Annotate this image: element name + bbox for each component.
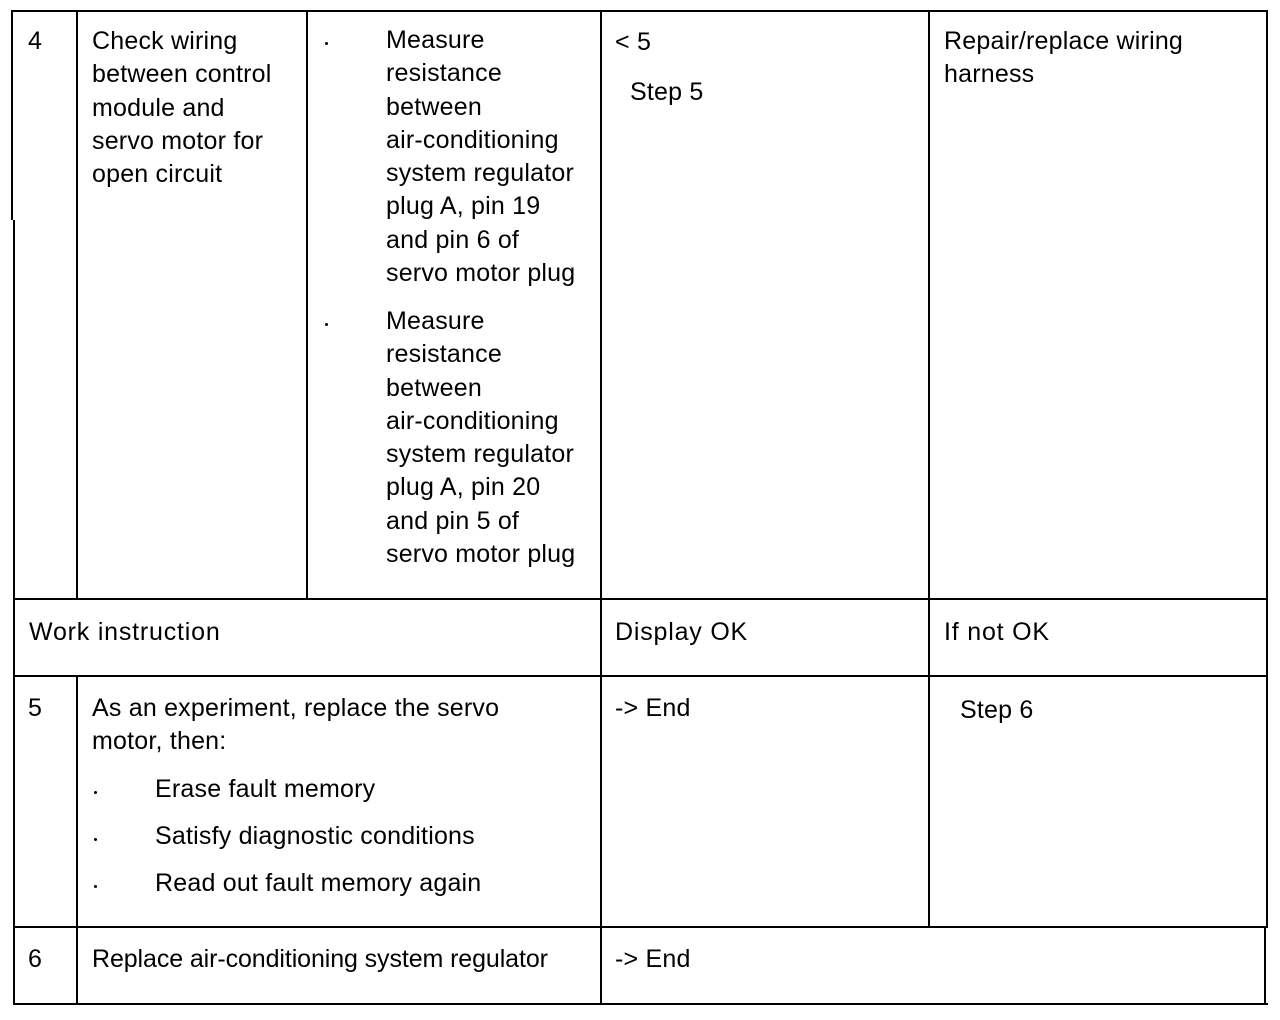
row6-display-ok-value: -> End xyxy=(615,945,691,973)
measure-line: system regulator xyxy=(386,440,574,469)
measure-line: air-conditioning xyxy=(386,125,559,154)
intro-line: motor, then: xyxy=(92,727,227,756)
measure-line: resistance xyxy=(386,340,502,369)
row5-bullet-item: Erase fault memory xyxy=(155,775,376,803)
ok-col-divider xyxy=(928,10,930,928)
measure-line: resistance xyxy=(386,59,502,88)
if-not-line: harness xyxy=(944,60,1035,89)
row5-bottom-border xyxy=(13,926,1268,928)
row6-instruction: Replace air-conditioning system regulator xyxy=(92,945,548,973)
right-border-top xyxy=(1266,10,1268,928)
row5-bullet-item: Satisfy diagnostic conditions xyxy=(155,822,475,850)
measure-line: and pin 5 of xyxy=(386,506,520,535)
measure-line: Measure xyxy=(386,307,485,335)
row4-if-not-ok-text xyxy=(944,25,1183,92)
row4-check-line: Check wiring xyxy=(92,27,238,55)
bullet-icon xyxy=(94,885,97,888)
table-bottom-border xyxy=(13,1003,1268,1005)
measure-col-divider xyxy=(600,10,602,1005)
header-if-not-ok: If not OK xyxy=(944,618,1050,646)
row5-step-number: 5 xyxy=(28,694,43,722)
header-bottom-border xyxy=(13,675,1268,677)
row6-step-number: 6 xyxy=(28,945,43,973)
bullet-icon xyxy=(94,791,97,794)
table-top-border xyxy=(13,10,1268,12)
header-work-instruction: Work instruction xyxy=(29,618,221,646)
row4-target-value: < 5 xyxy=(615,28,652,56)
row4-check-line: open circuit xyxy=(92,160,223,189)
row4-check-line: servo motor for xyxy=(92,126,264,155)
row5-display-ok-value: -> End xyxy=(615,694,691,722)
check-col-divider xyxy=(306,10,308,600)
bullet-icon xyxy=(325,323,328,326)
measure-line: plug A, pin 20 xyxy=(386,473,541,502)
bullet-icon xyxy=(94,838,97,841)
measure-line: between xyxy=(386,373,482,402)
measure-line: between xyxy=(386,92,482,121)
header-display-ok: Display OK xyxy=(615,618,749,646)
row5-if-not-ok-value: Step 6 xyxy=(960,696,1034,724)
measure-line: plug A, pin 19 xyxy=(386,192,541,221)
row4-check-text xyxy=(92,25,272,191)
bullet-icon xyxy=(325,42,328,45)
row4-next-step: Step 5 xyxy=(630,78,704,106)
measure-line: system regulator xyxy=(386,159,574,188)
measure-line: and pin 6 of xyxy=(386,225,520,254)
measure-line: air-conditioning xyxy=(386,406,559,435)
step-col-divider-row4 xyxy=(76,10,78,600)
if-not-line: Repair/replace wiring xyxy=(944,27,1184,55)
row4-measure-1 xyxy=(386,24,575,290)
right-border-bottom xyxy=(1264,926,1266,1005)
row4-check-line: module and xyxy=(92,93,225,122)
measure-line: servo motor plug xyxy=(386,540,576,569)
row5-bullet-item: Read out fault memory again xyxy=(155,869,482,897)
row4-bottom-border xyxy=(13,598,1268,600)
row4-check-line: between control xyxy=(92,60,272,89)
measure-line: servo motor plug xyxy=(386,259,576,288)
row5-intro-text xyxy=(92,692,499,759)
intro-line: As an experiment, replace the servo xyxy=(92,694,500,722)
left-border-top xyxy=(11,10,13,220)
row4-measure-2 xyxy=(386,305,575,571)
step-col-divider-row5-6 xyxy=(76,675,78,1005)
measure-line: Measure xyxy=(386,26,485,54)
row4-step-number: 4 xyxy=(28,27,43,55)
left-border xyxy=(13,220,15,1005)
